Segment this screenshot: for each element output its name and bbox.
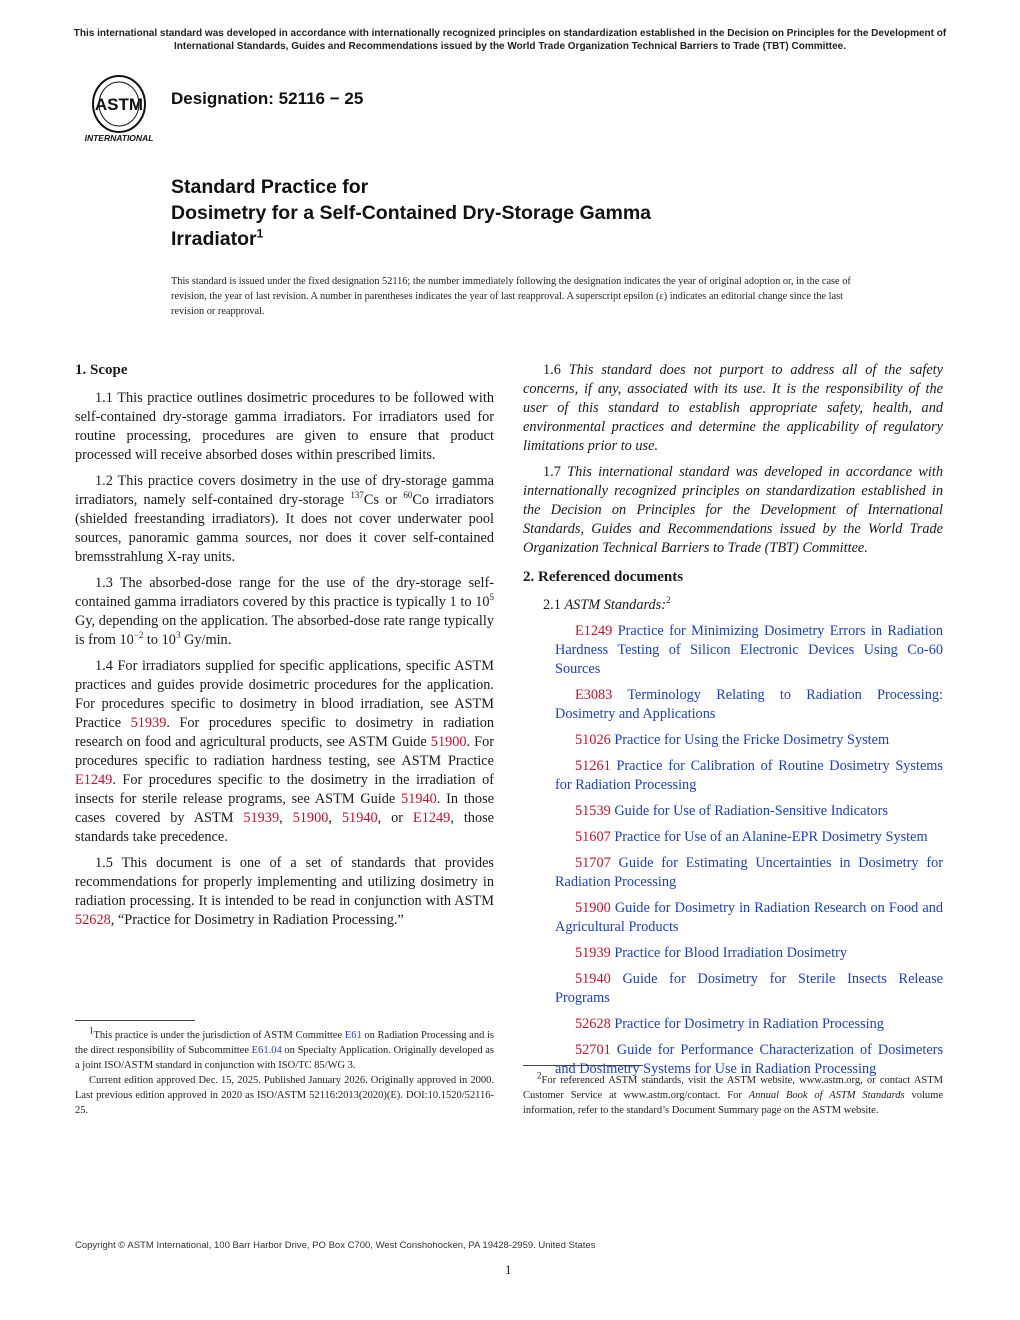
left-column bbox=[75, 361, 494, 937]
reference-code-link[interactable]: 51026 bbox=[575, 732, 611, 748]
designation: Designation: 52116 − 25 bbox=[171, 89, 364, 108]
paragraph-1-2 bbox=[75, 472, 494, 567]
reference-item bbox=[523, 1015, 943, 1034]
ref-link-51900[interactable]: 51900 bbox=[292, 810, 329, 826]
p1-6-text: This standard does not purport to address all of the safety concerns, if any, associated with its use. It is the responsibility of the user of this standard to establish appropriate safety, health, and environmental practices and determine the applicability of regulatory limitations prior to use. bbox=[523, 362, 943, 454]
reference-item bbox=[523, 731, 943, 750]
p1-4-text-i: , those standards take precedence. bbox=[75, 810, 495, 845]
p1-4-text-e: . In those cases covered by ASTM bbox=[75, 791, 494, 826]
p1-5-text-b: , “Practice for Dosimetry in Radiation Processing.” bbox=[110, 912, 404, 928]
reference-code-link[interactable]: 51939 bbox=[575, 945, 611, 961]
p1-3-text-a: 1.3 The absorbed-dose range for the use of the dry-storage self-contained gamma irradiators covered by this practice is typically 1 to 10 bbox=[75, 575, 494, 610]
reference-code-link[interactable]: 52628 bbox=[575, 1016, 611, 1032]
footnote-1-paragraph bbox=[75, 1025, 494, 1073]
ref-link-e1249[interactable]: E1249 bbox=[75, 772, 113, 788]
p1-4-text-a: 1.4 For irradiators supplied for specific applications, specific ASTM practices and guides provide dosimetric procedures for the application. For procedures specific to dosimetry in blood irradiation, see ASTM Practice bbox=[75, 658, 494, 731]
footnote-2-paragraph bbox=[523, 1070, 944, 1118]
reference-title-link[interactable]: Guide for Performance Characterization of Dosimeters and Dosimetry Systems for Use in Radiation Processing bbox=[555, 1042, 944, 1077]
referenced-documents-list bbox=[523, 622, 943, 1079]
annual-book-title: Annual Book of ASTM Standards bbox=[748, 1090, 905, 1101]
p1-2-sup-co: 60 bbox=[403, 490, 413, 501]
p1-2-text-a: 1.2 This practice covers dosimetry in the use of dry-storage gamma irradiators, namely self-contained dry-storage bbox=[75, 473, 494, 508]
ref-link-51900[interactable]: 51900 bbox=[430, 734, 467, 750]
footnote-2 bbox=[523, 1070, 944, 1118]
reference-code-link[interactable]: E1249 bbox=[575, 623, 613, 639]
p1-4-text-c: . For procedures specific to radiation hardness testing, see ASTM Practice bbox=[75, 734, 495, 769]
section-2-heading: 2. Referenced documents bbox=[523, 569, 684, 585]
p1-5-text-a: 1.5 This document is one of a set of standards that provides recommendations for properly implementing and utilizing dosimetry in radiation processing. It is intended to be read in conjunction with ASTM bbox=[75, 855, 494, 909]
astm-standards-label: ASTM Standards: bbox=[564, 597, 666, 613]
reference-item bbox=[523, 899, 943, 937]
reference-code-link[interactable]: 51707 bbox=[575, 855, 611, 871]
title-line-3-text: Irradiator bbox=[171, 228, 257, 250]
subsection-2-1 bbox=[523, 596, 943, 615]
ref-link-e1249[interactable]: E1249 bbox=[413, 810, 451, 826]
paragraph-1-1: 1.1 This practice outlines dosimetric procedures to be followed with self-contained dry-storage gamma irradiators. For irradiators used for routine processing, procedures are given to ensure that product processed will receive absorbed doses within prescribed limits. bbox=[75, 390, 494, 463]
p1-3-sup-1: 5 bbox=[489, 592, 494, 603]
right-column bbox=[523, 361, 943, 1086]
reference-code-link[interactable]: 51607 bbox=[575, 829, 611, 845]
p1-3-text-d: Gy/min. bbox=[180, 632, 232, 648]
page-number: 1 bbox=[505, 1262, 512, 1277]
committee-e61-link[interactable]: E61 bbox=[344, 1030, 362, 1041]
ref-link-51940[interactable]: 51940 bbox=[341, 810, 378, 826]
astm-logo-caption: INTERNATIONAL bbox=[84, 133, 154, 143]
p1-7-number: 1.7 bbox=[543, 464, 568, 480]
p1-7-text: This international standard was developed in accordance with internationally recognized principles on standardization established in the Decision on Principles for the Development of International Standards, Guides and Recommendations issued by the World Trade Organization Technical Barriers to Trade (TBT) Committee. bbox=[523, 464, 943, 556]
p1-4-text-d: . For procedures specific to the dosimetry in the irradiation of insects for sterile release programs, see ASTM Guide bbox=[75, 772, 494, 807]
reference-item bbox=[523, 828, 943, 847]
reference-item bbox=[523, 757, 943, 795]
footnote-2-text-a: For referenced ASTM standards, visit the ASTM website, www.astm.org, or contact ASTM Customer Service at www.astm.org/contact. For bbox=[523, 1075, 943, 1101]
ref-link-52628[interactable]: 52628 bbox=[75, 912, 111, 928]
section-1-heading: 1. Scope bbox=[75, 362, 128, 378]
reference-title-link[interactable]: Guide for Use of Radiation-Sensitive Indicators bbox=[614, 803, 888, 819]
footnote-1-text-c: on Specialty Application. Originally developed as a joint ISO/ASTM standard in conjunction with ISO/TC 85/WG 3. bbox=[75, 1045, 494, 1071]
international-standard-notice: This international standard was developed in accordance with internationally recognized principles on standardization established in the Decision on Principles for the Development of International Standards, Guides and Recommendations issued by the World Trade Organization Technical Barriers to Trade (TBT) Committee. bbox=[73, 28, 947, 52]
reference-title-link[interactable]: Guide for Estimating Uncertainties in Dosimetry for Radiation Processing bbox=[555, 855, 943, 890]
p1-3-sup-2: −2 bbox=[133, 630, 144, 641]
ref-link-51939[interactable]: 51939 bbox=[130, 715, 167, 731]
reference-title-link[interactable]: Practice for Use of an Alanine-EPR Dosimetry System bbox=[614, 829, 928, 845]
reference-code-link[interactable]: E3083 bbox=[575, 687, 613, 703]
footnote-1-text-a: This practice is under the jurisdiction of ASTM Committee bbox=[93, 1030, 345, 1041]
reference-code-link[interactable]: 51940 bbox=[575, 971, 611, 987]
p1-4-text-h: , or bbox=[377, 810, 413, 826]
p1-3-text-c: to 10 bbox=[143, 632, 176, 648]
reference-item bbox=[523, 686, 943, 724]
reference-title-link[interactable]: Practice for Dosimetry in Radiation Processing bbox=[614, 1016, 884, 1032]
footnote-1 bbox=[75, 1025, 494, 1118]
astm-logo bbox=[74, 74, 164, 146]
subsection-2-1-number: 2.1 bbox=[543, 597, 565, 613]
reference-title-link[interactable]: Terminology Relating to Radiation Processing: Dosimetry and Applications bbox=[555, 687, 943, 722]
reference-code-link[interactable]: 51900 bbox=[575, 900, 611, 916]
p1-4-text-f: , bbox=[279, 810, 293, 826]
ref-link-51939[interactable]: 51939 bbox=[243, 810, 280, 826]
ref-link-51940[interactable]: 51940 bbox=[401, 791, 437, 807]
p1-3-text-b: Gy, depending on the application. The absorbed-dose rate range typically is from 10 bbox=[75, 613, 494, 648]
footnote-1-mark: 1 bbox=[89, 1025, 94, 1036]
p1-4-text-b: . For procedures specific to dosimetry in radiation research on food and agricultural products, see ASTM Guide bbox=[75, 715, 494, 750]
reference-item bbox=[523, 802, 943, 821]
footnote-divider bbox=[523, 1065, 643, 1066]
footnote-2-marker: 2 bbox=[537, 1070, 542, 1081]
issuance-text: This standard is issued under the fixed designation 52116; the number immediately following the designation indicates the year of original adoption or, in the case of revision, the year of last revision. A number in parentheses indicates the year of last reapproval. A superscript epsilon (ε) indicates an editorial change since the last revision or reapproval. bbox=[171, 276, 851, 317]
paragraph-1-5 bbox=[75, 854, 494, 930]
paragraph-1-3 bbox=[75, 574, 494, 650]
footnote-divider bbox=[75, 1020, 195, 1021]
reference-code-link[interactable]: 52701 bbox=[575, 1042, 611, 1058]
paragraph-1-6 bbox=[523, 361, 943, 456]
reference-title-link[interactable]: Guide for Dosimetry for Sterile Insects Release Programs bbox=[555, 971, 943, 1006]
title-line-3 bbox=[171, 226, 871, 252]
paragraph-1-4 bbox=[75, 657, 494, 847]
p1-3-sup-3: 3 bbox=[175, 630, 181, 641]
paragraph-1-7 bbox=[523, 463, 943, 558]
reference-item bbox=[523, 970, 943, 1008]
reference-code-link[interactable]: 51539 bbox=[575, 803, 611, 819]
p1-4-text-g: , bbox=[328, 810, 342, 826]
title-line-1: Standard Practice for bbox=[171, 176, 369, 198]
astm-logo-letters: ASTM bbox=[94, 95, 144, 114]
footnote-2-text-b: volume information, refer to the standard’s Document Summary page on the ASTM website. bbox=[523, 1090, 944, 1116]
reference-title-link[interactable]: Guide for Dosimetry in Radiation Research on Food and Agricultural Products bbox=[555, 900, 943, 935]
p1-2-text-b: Cs or bbox=[363, 492, 404, 508]
p1-2-text-c: Co irradiators (shielded freestanding irradiators). It does not cover underwater pool sources, panoramic gamma sources, nor does it cover self-contained bremsstrahlung X-ray units. bbox=[75, 492, 494, 565]
p1-2-sup-cs: 137 bbox=[350, 490, 364, 501]
subcommittee-e61-04-link[interactable]: E61.04 bbox=[251, 1045, 282, 1056]
reference-item bbox=[523, 854, 943, 892]
reference-title-link[interactable]: Practice for Using the Fricke Dosimetry System bbox=[614, 732, 890, 748]
reference-item bbox=[523, 622, 943, 679]
reference-item bbox=[523, 944, 943, 963]
title-footnote-mark[interactable]: 1 bbox=[256, 226, 264, 241]
reference-title-link[interactable]: Practice for Blood Irradiation Dosimetry bbox=[614, 945, 847, 961]
issuance-note bbox=[171, 274, 851, 319]
title-line-2: Dosimetry for a Self-Contained Dry-Storage Gamma bbox=[171, 202, 652, 224]
document-title bbox=[171, 174, 871, 252]
footnote-1-text-b: on Radiation Processing and is the direct responsibility of Subcommittee bbox=[75, 1030, 494, 1056]
reference-title-link[interactable]: Practice for Minimizing Dosimetry Errors in Radiation Hardness Testing of Silicon Electronic Devices Using Co-60 Sources bbox=[555, 623, 944, 677]
footnote-1-edition: Current edition approved Dec. 15, 2025. Published January 2026. Originally approved in 2000. Last previous edition approved in 2020 as ISO/ASTM 52116:2013(2020)(E). DOI:10.1520/52116-25. bbox=[75, 1075, 494, 1116]
reference-title-link[interactable]: Practice for Calibration of Routine Dosimetry Systems for Radiation Processing bbox=[555, 758, 943, 793]
copyright-notice: Copyright © ASTM International, 100 Barr Harbor Drive, PO Box C700, West Conshohocken, PA 19428-2959. United States bbox=[75, 1240, 596, 1251]
footnote-2-mark[interactable]: 2 bbox=[666, 595, 671, 606]
p1-6-number: 1.6 bbox=[543, 362, 569, 378]
reference-code-link[interactable]: 51261 bbox=[575, 758, 611, 774]
